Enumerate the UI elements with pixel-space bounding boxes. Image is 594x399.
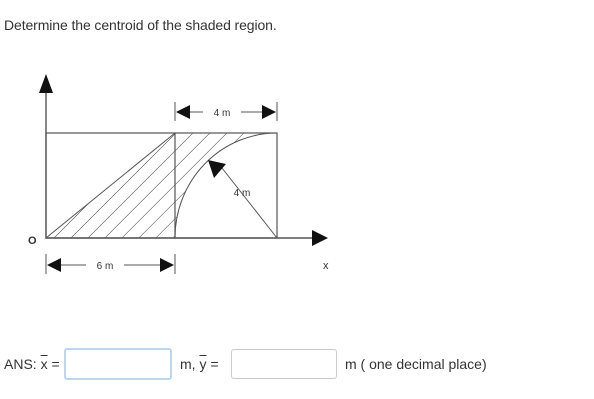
dim-bottom-arrow-left <box>47 258 61 272</box>
x-equals: = <box>47 356 60 372</box>
y-centroid-input[interactable] <box>231 349 337 379</box>
unit-separator: m, <box>180 356 200 372</box>
x-axis-label: x <box>323 260 329 272</box>
dim-top-arrow-left <box>176 105 190 119</box>
centroid-figure <box>22 66 362 296</box>
dim-bottom-arrow-right <box>160 258 174 272</box>
x-centroid-input[interactable] <box>64 348 172 380</box>
dim-top-label: 4 m <box>213 108 231 119</box>
dim-top-arrow-right <box>262 105 276 119</box>
unit-suffix: m ( one decimal place) <box>345 356 487 372</box>
radius-line <box>222 168 277 238</box>
dim-bottom-label: 6 m <box>96 261 114 272</box>
y-answer-label <box>180 356 219 372</box>
ans-prefix: ANS: <box>4 356 41 372</box>
x-axis-arrowhead <box>312 230 328 246</box>
origin-label: O <box>28 235 37 247</box>
answer-row <box>0 348 594 380</box>
question-text: Determine the centroid of the shaded region. <box>4 17 277 33</box>
y-equals: = <box>206 356 219 372</box>
x-bar-symbol: $\overline{x}$ <box>40 356 48 372</box>
shaded-region <box>46 133 277 238</box>
y-axis-arrowhead <box>39 74 53 93</box>
dim-right-label: 4 m <box>233 188 251 199</box>
y-bar-symbol: $\overline{y}$ <box>199 356 207 372</box>
x-answer-label <box>4 356 60 372</box>
